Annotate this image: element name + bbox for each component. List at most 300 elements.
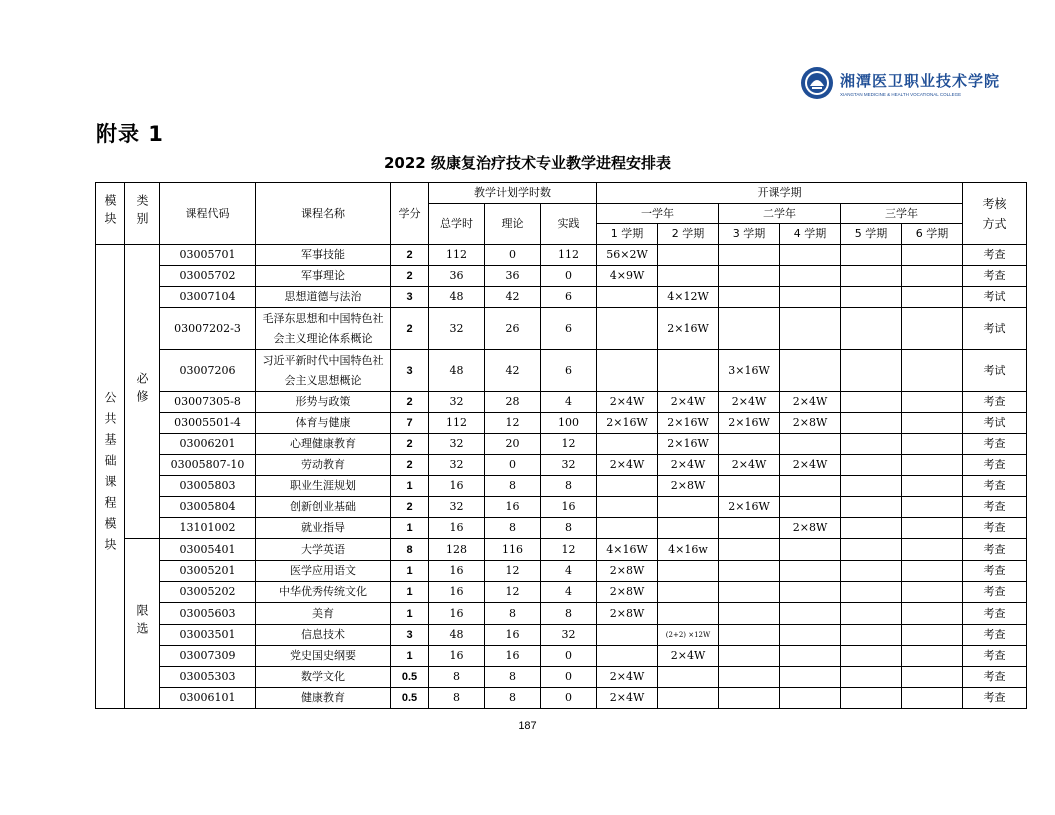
credit: 3 — [391, 625, 429, 646]
practice-hours: 6 — [541, 308, 597, 350]
header-name: 课程名称 — [256, 183, 391, 245]
course-code: 13101002 — [160, 518, 256, 539]
semester-1-hours: 2×8W — [597, 603, 658, 625]
table-row — [96, 646, 1027, 667]
semester-4-hours — [780, 476, 841, 497]
practice-hours: 0 — [541, 266, 597, 287]
table-row — [96, 350, 1027, 392]
course-name: 军事理论 — [256, 266, 391, 287]
table-row — [96, 476, 1027, 497]
practice-hours: 8 — [541, 518, 597, 539]
semester-1-hours: 4×16W — [597, 539, 658, 561]
header-semester-3: 3 学期 — [719, 224, 780, 245]
module-cell — [96, 245, 125, 709]
course-code: 03005401 — [160, 539, 256, 561]
credit: 1 — [391, 561, 429, 582]
table-title: 2022 级康复治疗技术专业教学进程安排表 — [384, 154, 671, 172]
assessment-method: 考查 — [963, 582, 1027, 603]
semester-5-hours — [841, 413, 902, 434]
practice-hours: 6 — [541, 350, 597, 392]
semester-2-hours: (2+2) ×12W — [658, 625, 719, 646]
semester-1-hours: 2×4W — [597, 392, 658, 413]
theory-hours: 12 — [485, 413, 541, 434]
course-name: 健康教育 — [256, 688, 391, 709]
table-row — [96, 625, 1027, 646]
semester-1-hours: 2×4W — [597, 667, 658, 688]
theory-hours: 16 — [485, 497, 541, 518]
course-name: 美育 — [256, 603, 391, 625]
module-label: 公共基础课程模块 — [103, 390, 117, 559]
total-hours: 32 — [429, 455, 485, 476]
total-hours: 16 — [429, 603, 485, 625]
course-code: 03006101 — [160, 688, 256, 709]
assessment-method: 考查 — [963, 625, 1027, 646]
assessment-method: 考查 — [963, 561, 1027, 582]
semester-1-hours: 2×8W — [597, 561, 658, 582]
credit: 2 — [391, 455, 429, 476]
semester-3-hours — [719, 287, 780, 308]
semester-5-hours — [841, 245, 902, 266]
course-name: 数学文化 — [256, 667, 391, 688]
semester-4-hours — [780, 539, 841, 561]
header-practice: 实践 — [541, 204, 597, 245]
course-name-line-1: 习近平新时代中国特色社 — [262, 353, 384, 367]
practice-hours: 0 — [541, 646, 597, 667]
practice-hours: 4 — [541, 561, 597, 582]
course-name — [256, 350, 391, 392]
semester-5-hours — [841, 646, 902, 667]
credit: 8 — [391, 539, 429, 561]
semester-2-hours: 4×12W — [658, 287, 719, 308]
semester-6-hours — [902, 518, 963, 539]
semester-4-hours — [780, 625, 841, 646]
semester-1-hours: 2×8W — [597, 582, 658, 603]
semester-4-hours — [780, 646, 841, 667]
practice-hours: 32 — [541, 625, 597, 646]
semester-3-hours — [719, 625, 780, 646]
theory-hours: 42 — [485, 287, 541, 308]
theory-hours: 8 — [485, 603, 541, 625]
semester-1-hours: 2×4W — [597, 688, 658, 709]
semester-4-hours — [780, 266, 841, 287]
assessment-method: 考试 — [963, 413, 1027, 434]
semester-1-hours: 2×16W — [597, 413, 658, 434]
semester-5-hours — [841, 308, 902, 350]
header-assessment: 考核方式 — [963, 183, 1027, 245]
course-name: 体育与健康 — [256, 413, 391, 434]
assessment-method: 考试 — [963, 350, 1027, 392]
semester-3-hours — [719, 518, 780, 539]
semester-4-hours — [780, 308, 841, 350]
course-name-line-2: 会主义理论体系概论 — [273, 331, 373, 345]
semester-3-hours — [719, 266, 780, 287]
semester-6-hours — [902, 603, 963, 625]
semester-3-hours — [719, 539, 780, 561]
semester-2-hours — [658, 266, 719, 287]
semester-1-hours — [597, 287, 658, 308]
theory-hours: 26 — [485, 308, 541, 350]
header-theory: 理论 — [485, 204, 541, 245]
header-year-2: 二学年 — [719, 204, 841, 224]
semester-1-hours — [597, 308, 658, 350]
category-required-cell — [125, 245, 160, 539]
semester-6-hours — [902, 688, 963, 709]
table-row — [96, 518, 1027, 539]
semester-1-hours — [597, 497, 658, 518]
semester-5-hours — [841, 455, 902, 476]
course-code: 03007206 — [160, 350, 256, 392]
semester-3-hours — [719, 688, 780, 709]
category-required-label: 必修 — [135, 371, 149, 408]
semester-2-hours: 2×4W — [658, 455, 719, 476]
theory-hours: 12 — [485, 561, 541, 582]
semester-3-hours — [719, 434, 780, 455]
header-semester-5: 5 学期 — [841, 224, 902, 245]
course-name-line-1: 毛泽东思想和中国特色社 — [262, 311, 384, 325]
course-code: 03007309 — [160, 646, 256, 667]
total-hours: 16 — [429, 518, 485, 539]
semester-2-hours: 2×4W — [658, 392, 719, 413]
course-code: 03005202 — [160, 582, 256, 603]
table-row — [96, 582, 1027, 603]
semester-4-hours — [780, 561, 841, 582]
header-year-3: 三学年 — [841, 204, 963, 224]
semester-2-hours — [658, 561, 719, 582]
semester-6-hours — [902, 308, 963, 350]
course-name: 职业生涯规划 — [256, 476, 391, 497]
course-code: 03007202-3 — [160, 308, 256, 350]
total-hours: 48 — [429, 350, 485, 392]
credit: 0.5 — [391, 667, 429, 688]
course-name: 党史国史纲要 — [256, 646, 391, 667]
course-code: 03003501 — [160, 625, 256, 646]
semester-6-hours — [902, 392, 963, 413]
header-semester-4: 4 学期 — [780, 224, 841, 245]
credit: 7 — [391, 413, 429, 434]
semester-3-hours — [719, 582, 780, 603]
credit: 3 — [391, 350, 429, 392]
semester-3-hours — [719, 308, 780, 350]
assessment-method: 考查 — [963, 434, 1027, 455]
course-name: 军事技能 — [256, 245, 391, 266]
semester-2-hours: 2×16W — [658, 413, 719, 434]
semester-4-hours — [780, 582, 841, 603]
semester-3-hours — [719, 667, 780, 688]
semester-5-hours — [841, 392, 902, 413]
course-code: 03005501-4 — [160, 413, 256, 434]
header-module: 模块 — [96, 183, 125, 245]
appendix-title: 附录 1 — [96, 122, 164, 146]
course-name: 形势与政策 — [256, 392, 391, 413]
table-row — [96, 667, 1027, 688]
theory-hours: 36 — [485, 266, 541, 287]
semester-2-hours — [658, 582, 719, 603]
category-limited-elective-cell — [125, 539, 160, 709]
semester-6-hours — [902, 266, 963, 287]
credit: 1 — [391, 603, 429, 625]
practice-hours: 4 — [541, 392, 597, 413]
practice-hours: 12 — [541, 434, 597, 455]
assessment-method: 考查 — [963, 476, 1027, 497]
course-code: 03005201 — [160, 561, 256, 582]
semester-6-hours — [902, 667, 963, 688]
semester-6-hours — [902, 582, 963, 603]
theory-hours: 16 — [485, 625, 541, 646]
table-row — [96, 539, 1027, 561]
semester-6-hours — [902, 434, 963, 455]
practice-hours: 112 — [541, 245, 597, 266]
assessment-method: 考查 — [963, 518, 1027, 539]
semester-5-hours — [841, 476, 902, 497]
course-name: 医学应用语文 — [256, 561, 391, 582]
table-row — [96, 455, 1027, 476]
theory-hours: 16 — [485, 646, 541, 667]
semester-4-hours: 2×8W — [780, 518, 841, 539]
assessment-method: 考查 — [963, 667, 1027, 688]
semester-1-hours — [597, 646, 658, 667]
semester-1-hours — [597, 625, 658, 646]
semester-5-hours — [841, 518, 902, 539]
credit: 2 — [391, 245, 429, 266]
assessment-method: 考查 — [963, 455, 1027, 476]
semester-4-hours — [780, 603, 841, 625]
semester-6-hours — [902, 350, 963, 392]
semester-2-hours: 4×16w — [658, 539, 719, 561]
assessment-method: 考试 — [963, 308, 1027, 350]
assessment-method: 考查 — [963, 497, 1027, 518]
total-hours: 16 — [429, 582, 485, 603]
theory-hours: 12 — [485, 582, 541, 603]
credit: 0.5 — [391, 688, 429, 709]
semester-3-hours: 2×16W — [719, 497, 780, 518]
semester-5-hours — [841, 667, 902, 688]
semester-5-hours — [841, 603, 902, 625]
college-name-en: XIANGTAN MEDICINE & HEALTH VOCATIONAL COLLEGE — [840, 91, 962, 97]
header-semester-2: 2 学期 — [658, 224, 719, 245]
theory-hours: 116 — [485, 539, 541, 561]
teaching-schedule-table — [95, 182, 1027, 709]
semester-4-hours: 2×4W — [780, 392, 841, 413]
semester-4-hours — [780, 688, 841, 709]
total-hours: 16 — [429, 646, 485, 667]
semester-3-hours — [719, 646, 780, 667]
course-code: 03005603 — [160, 603, 256, 625]
semester-6-hours — [902, 413, 963, 434]
course-name: 劳动教育 — [256, 455, 391, 476]
course-name: 大学英语 — [256, 539, 391, 561]
course-name: 信息技术 — [256, 625, 391, 646]
assessment-method: 考查 — [963, 266, 1027, 287]
course-name: 心理健康教育 — [256, 434, 391, 455]
practice-hours: 100 — [541, 413, 597, 434]
course-code: 03005807-10 — [160, 455, 256, 476]
header-category: 类别 — [125, 183, 160, 245]
total-hours: 32 — [429, 497, 485, 518]
course-code: 03005804 — [160, 497, 256, 518]
semester-1-hours: 4×9W — [597, 266, 658, 287]
assessment-method: 考查 — [963, 539, 1027, 561]
theory-hours: 42 — [485, 350, 541, 392]
semester-6-hours — [902, 476, 963, 497]
header-total: 总学时 — [429, 204, 485, 245]
table-row — [96, 392, 1027, 413]
credit: 2 — [391, 497, 429, 518]
semester-5-hours — [841, 497, 902, 518]
practice-hours: 32 — [541, 455, 597, 476]
semester-3-hours: 2×4W — [719, 392, 780, 413]
semester-3-hours: 2×4W — [719, 455, 780, 476]
total-hours: 32 — [429, 308, 485, 350]
semester-5-hours — [841, 625, 902, 646]
semester-4-hours — [780, 667, 841, 688]
semester-1-hours — [597, 350, 658, 392]
course-name: 中华优秀传统文化 — [256, 582, 391, 603]
practice-hours: 8 — [541, 476, 597, 497]
theory-hours: 28 — [485, 392, 541, 413]
semester-2-hours — [658, 688, 719, 709]
course-code: 03007104 — [160, 287, 256, 308]
theory-hours: 8 — [485, 518, 541, 539]
theory-hours: 8 — [485, 688, 541, 709]
semester-2-hours — [658, 245, 719, 266]
practice-hours: 16 — [541, 497, 597, 518]
total-hours: 112 — [429, 245, 485, 266]
course-name: 就业指导 — [256, 518, 391, 539]
semester-6-hours — [902, 245, 963, 266]
course-name-line-2: 会主义思想概论 — [284, 373, 362, 387]
semester-1-hours — [597, 476, 658, 497]
semester-4-hours — [780, 497, 841, 518]
semester-6-hours — [902, 561, 963, 582]
table-row — [96, 688, 1027, 709]
course-code: 03005701 — [160, 245, 256, 266]
total-hours: 48 — [429, 287, 485, 308]
total-hours: 112 — [429, 413, 485, 434]
semester-2-hours: 2×8W — [658, 476, 719, 497]
table-row — [96, 308, 1027, 350]
total-hours: 8 — [429, 688, 485, 709]
credit: 2 — [391, 266, 429, 287]
table-row — [96, 413, 1027, 434]
semester-1-hours — [597, 434, 658, 455]
header-semester-group: 开课学期 — [597, 183, 963, 204]
semester-6-hours — [902, 287, 963, 308]
practice-hours: 4 — [541, 582, 597, 603]
college-emblem-icon — [800, 66, 834, 100]
semester-4-hours: 2×4W — [780, 455, 841, 476]
semester-6-hours — [902, 646, 963, 667]
semester-2-hours: 2×4W — [658, 646, 719, 667]
total-hours: 32 — [429, 392, 485, 413]
credit: 1 — [391, 518, 429, 539]
credit: 3 — [391, 287, 429, 308]
theory-hours: 0 — [485, 245, 541, 266]
semester-4-hours — [780, 287, 841, 308]
semester-5-hours — [841, 266, 902, 287]
header-credit: 学分 — [391, 183, 429, 245]
semester-4-hours: 2×8W — [780, 413, 841, 434]
total-hours: 128 — [429, 539, 485, 561]
table-row — [96, 603, 1027, 625]
practice-hours: 8 — [541, 603, 597, 625]
theory-hours: 0 — [485, 455, 541, 476]
course-name — [256, 308, 391, 350]
semester-1-hours: 56×2W — [597, 245, 658, 266]
assessment-method: 考查 — [963, 245, 1027, 266]
semester-6-hours — [902, 455, 963, 476]
semester-5-hours — [841, 561, 902, 582]
theory-hours: 8 — [485, 667, 541, 688]
college-name-cn: 湘潭医卫职业技术学院 — [840, 71, 1001, 90]
table-row — [96, 266, 1027, 287]
semester-6-hours — [902, 625, 963, 646]
assessment-method: 考查 — [963, 688, 1027, 709]
assessment-method: 考查 — [963, 603, 1027, 625]
assessment-method: 考查 — [963, 392, 1027, 413]
semester-3-hours — [719, 561, 780, 582]
theory-hours: 20 — [485, 434, 541, 455]
assessment-method: 考试 — [963, 287, 1027, 308]
semester-5-hours — [841, 434, 902, 455]
semester-5-hours — [841, 582, 902, 603]
semester-3-hours: 2×16W — [719, 413, 780, 434]
semester-2-hours — [658, 497, 719, 518]
course-code: 03006201 — [160, 434, 256, 455]
semester-5-hours — [841, 539, 902, 561]
total-hours: 16 — [429, 476, 485, 497]
semester-2-hours — [658, 518, 719, 539]
table-row — [96, 434, 1027, 455]
course-code: 03005803 — [160, 476, 256, 497]
semester-3-hours: 3×16W — [719, 350, 780, 392]
header-hours-group: 教学计划学时数 — [429, 183, 597, 204]
semester-5-hours — [841, 287, 902, 308]
theory-hours: 8 — [485, 476, 541, 497]
semester-6-hours — [902, 497, 963, 518]
header-code: 课程代码 — [160, 183, 256, 245]
semester-4-hours — [780, 350, 841, 392]
credit: 2 — [391, 392, 429, 413]
course-name: 思想道德与法治 — [256, 287, 391, 308]
semester-6-hours — [902, 539, 963, 561]
semester-2-hours — [658, 603, 719, 625]
semester-2-hours — [658, 350, 719, 392]
total-hours: 16 — [429, 561, 485, 582]
semester-4-hours — [780, 434, 841, 455]
total-hours: 32 — [429, 434, 485, 455]
course-code: 03005303 — [160, 667, 256, 688]
credit: 2 — [391, 308, 429, 350]
header-semester-1: 1 学期 — [597, 224, 658, 245]
credit: 2 — [391, 434, 429, 455]
course-code: 03007305-8 — [160, 392, 256, 413]
semester-4-hours — [780, 245, 841, 266]
semester-3-hours — [719, 245, 780, 266]
total-hours: 36 — [429, 266, 485, 287]
credit: 1 — [391, 582, 429, 603]
semester-1-hours — [597, 518, 658, 539]
course-code: 03005702 — [160, 266, 256, 287]
practice-hours: 12 — [541, 539, 597, 561]
table-row — [96, 497, 1027, 518]
page-number: 187 — [518, 720, 537, 732]
assessment-method: 考查 — [963, 646, 1027, 667]
semester-2-hours — [658, 667, 719, 688]
header-semester-6: 6 学期 — [902, 224, 963, 245]
credit: 1 — [391, 476, 429, 497]
credit: 1 — [391, 646, 429, 667]
table-row — [96, 561, 1027, 582]
